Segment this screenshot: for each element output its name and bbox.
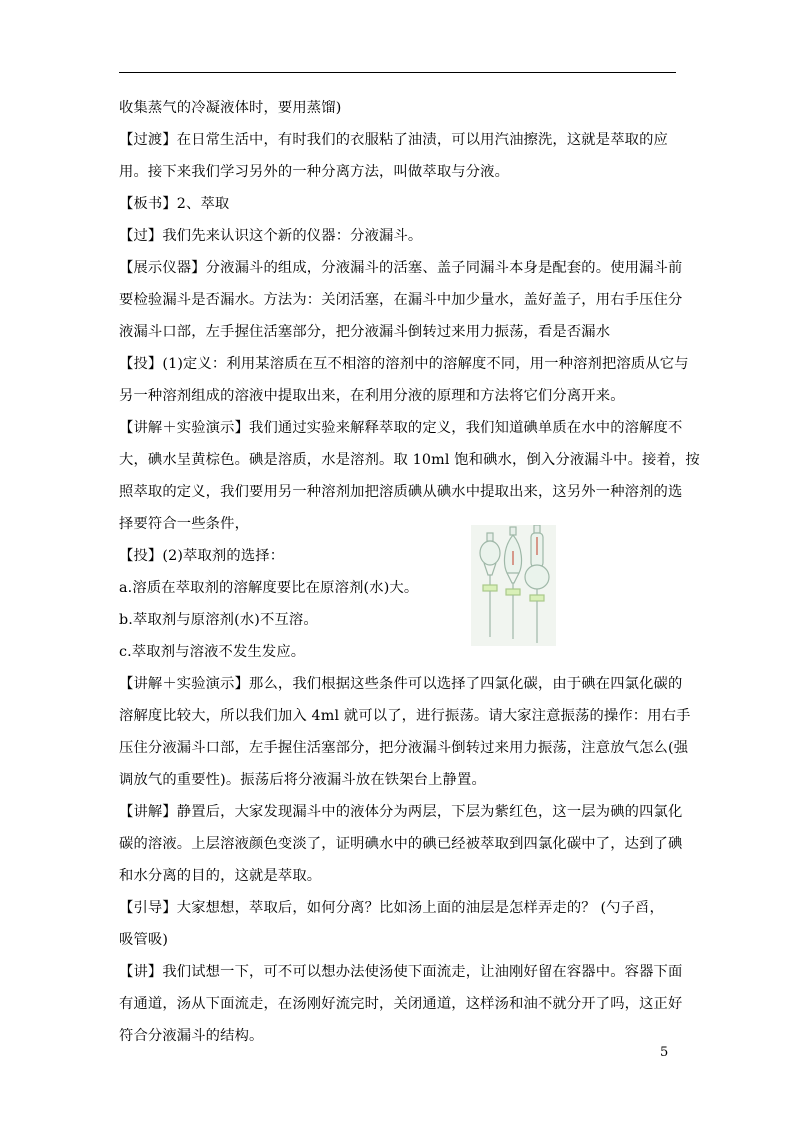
text-line: 【讲解】静置后，大家发现漏斗中的液体分为两层，下层为紫红色，这一层为碘的四氯化 (119, 804, 683, 820)
text-line: 【板书】2、萃取 (119, 196, 230, 212)
separatory-funnels-icon (471, 525, 556, 646)
text-line: 调放气的重要性)。振荡后将分液漏斗放在铁架台上静置。 (119, 772, 486, 788)
text-line: 有通道，汤从下面流走，在汤刚好流完时，关闭通道，这样汤和油不就分开了吗，这正好 (119, 996, 683, 1012)
text-line: 【过渡】在日常生活中，有时我们的衣服粘了油渍，可以用汽油擦洗，这就是萃取的应 (119, 132, 668, 148)
text-line: 【过】我们先来认识这个新的仪器：分液漏斗。 (119, 228, 423, 244)
text-line: 【展示仪器】分液漏斗的组成，分液漏斗的活塞、盖子同漏斗本身是配套的。使用漏斗前 (119, 260, 683, 276)
page-number: 5 (660, 1045, 669, 1060)
text-line: 碳的溶液。上层溶液颜色变淡了，证明碘水中的碘已经被萃取到四氯化碳中了，达到了碘 (119, 836, 683, 852)
text-line: 【投】(2)萃取剂的选择： (119, 548, 285, 564)
text-line: b.萃取剂与原溶剂(水)不互溶。 (119, 612, 318, 628)
text-line: a.溶质在萃取剂的溶解度要比在原溶剂(水)大。 (119, 580, 419, 596)
document-body (119, 98, 700, 1046)
text-line: 吸管吸) (119, 932, 169, 948)
text-line: 压住分液漏斗口部，左手握住活塞部分，把分液漏斗倒转过来用力振荡，注意放气怎么(强 (119, 740, 689, 756)
text-line: 溶解度比较大，所以我们加入 4ml 就可以了，进行振荡。请大家注意振荡的操作：用右手 (119, 708, 691, 724)
text-line: c.萃取剂与溶液不发生发应。 (119, 644, 306, 660)
text-line: 【讲】我们试想一下，可不可以想办法使汤使下面流走，让油刚好留在容器中。容器下面 (119, 964, 683, 980)
text-line: 用。接下来我们学习另外的一种分离方法，叫做萃取与分液。 (119, 164, 510, 180)
text-line: 照萃取的定义，我们要用另一种溶剂加把溶质碘从碘水中提取出来，这另外一种溶剂的选 (119, 484, 683, 500)
text-line: 液漏斗口部，左手握住活塞部分，把分液漏斗倒转过来用力振荡，看是否漏水 (119, 324, 611, 340)
text-line: 【引导】大家想想，萃取后，如何分离？比如汤上面的油层是怎样弄走的？ (勺子舀， (119, 900, 664, 916)
text-line: 收集蒸气的冷凝液体时，要用蒸馏) (119, 100, 342, 116)
text-line: 和水分离的目的，这就是萃取。 (119, 868, 322, 884)
text-line: 择要符合一些条件， (119, 516, 250, 532)
header-rule (119, 72, 676, 73)
text-line: 【投】(1)定义：利用某溶质在互不相溶的溶剂中的溶解度不同，用一种溶剂把溶质从它与 (119, 356, 689, 372)
text-line: 【讲解＋实验演示】那么，我们根据这些条件可以选择了四氯化碳，由于碘在四氯化碳的 (119, 676, 683, 692)
text-line: 【讲解＋实验演示】我们通过实验来解释萃取的定义，我们知道碘单质在水中的溶解度不 (119, 420, 683, 436)
text-line: 要检验漏斗是否漏水。方法为：关闭活塞，在漏斗中加少量水，盖好盖子，用右手压住分 (119, 292, 683, 308)
text-line: 符合分液漏斗的结构。 (119, 1028, 264, 1044)
text-line: 另一种溶剂组成的溶液中提取出来，在利用分液的原理和方法将它们分离开来。 (119, 388, 625, 404)
separatory-funnels-photo (471, 525, 556, 646)
text-line: 大，碘水呈黄棕色。碘是溶质，水是溶剂。取 10ml 饱和碘水，倒入分液漏斗中。接着，按 (119, 452, 700, 468)
